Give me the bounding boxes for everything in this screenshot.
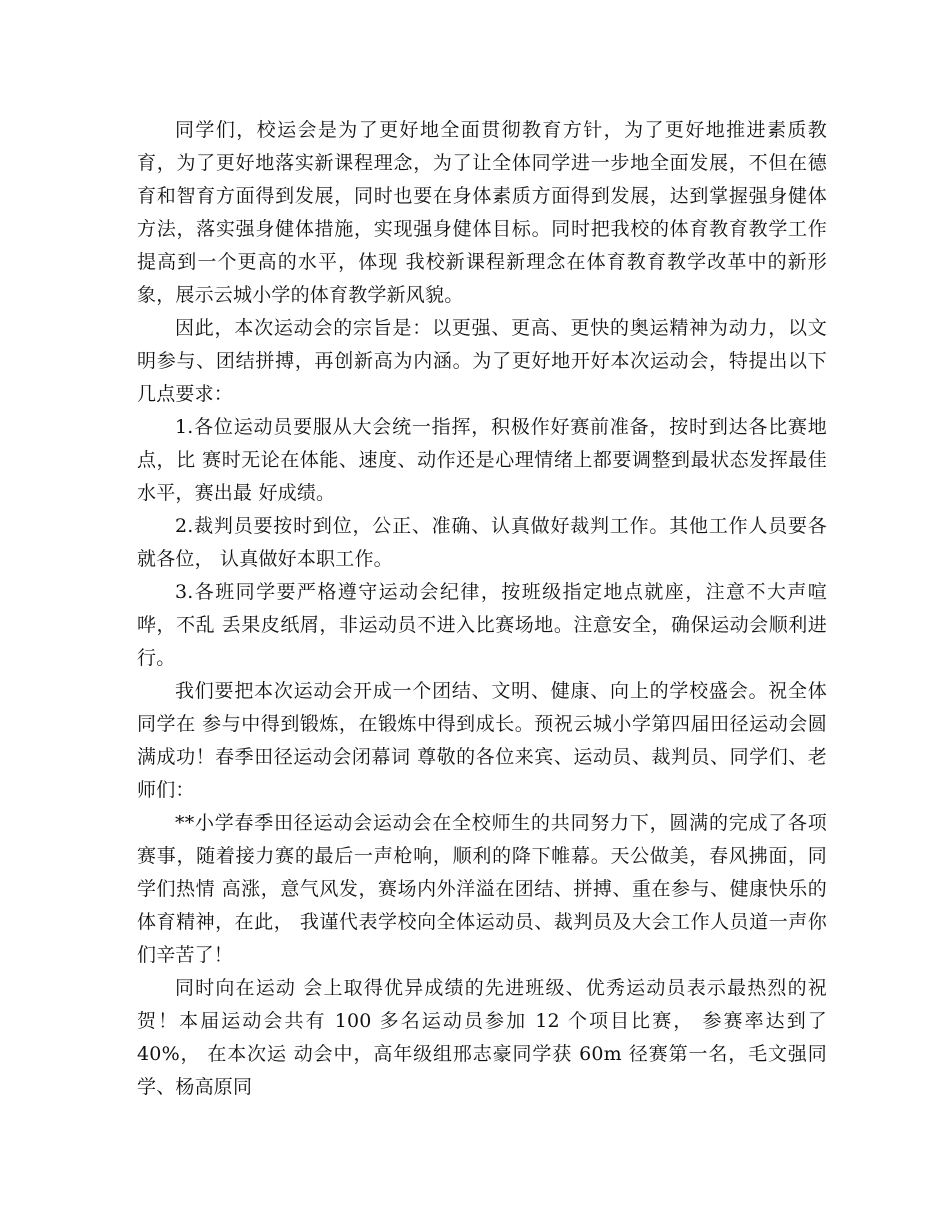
paragraph-requirement-1: 1.各位运动员要服从大会统一指挥，积极作好赛前准备，按时到达各比赛地点，比 赛时无论在体能、速度、动作还是心理情绪上都要调整到最状态发挥最佳水平，赛出最 好成绩。: [137, 416, 827, 504]
paragraph-requirement-2: 2.裁判员要按时到位，公正、准确、认真做好裁判工作。其他工作人员要各就各位， 认真做好本职工作。: [137, 515, 827, 570]
paragraph-intro: 同学们，校运会是为了更好地全面贯彻教育方针，为了更好地推进素质教育，为了更好地落实新课程理念，为了让全体同学进一步地全面发展，不但在德育和智育方面得到发展，同时也要在身体素质方面得到发展，达到掌握强身健体方法，落实强身健体措施，实现强身健体目标。同时把我校的体育教育教学工作提高到一个更高的水平，体现 我校新课程新理念在体育教育教学改革中的新形象，展示云城小学的体育教学新风貌。: [137, 119, 827, 306]
paragraph-wishes: 我们要把本次运动会开成一个团结、文明、健康、向上的学校盛会。祝全体同学在 参与中得到锻炼，在锻炼中得到成长。预祝云城小学第四届田径运动会圆满成功！春季田径运动会闭幕词 尊敬的各位来宾、运动员、裁判员、同学们、老师们：: [137, 680, 827, 801]
paragraph-results: 同时向在运动 会上取得优异成绩的先进班级、优秀运动员表示最热烈的祝贺！本届运动会共有 100 多名运动员参加 12 个项目比赛， 参赛率达到了 40%， 在本次运 动会中，高年级组邢志豪同学获 60m 径赛第一名，毛文强同学、杨高原同: [137, 977, 827, 1098]
document-body: [137, 114, 827, 1104]
paragraph-purpose: 因此，本次运动会的宗旨是：以更强、更高、更快的奥运精神为动力，以文明参与、团结拼搏，再创新高为内涵。为了更好地开好本次运动会，特提出以下几点要求：: [137, 317, 827, 405]
paragraph-requirement-3: 3.各班同学要严格遵守运动会纪律，按班级指定地点就座，注意不大声喧哗，不乱 丢果皮纸屑，非运动员不进入比赛场地。注意安全，确保运动会顺利进行。: [137, 581, 827, 669]
paragraph-closing-speech: **小学春季田径运动会运动会在全校师生的共同努力下，圆满的完成了各项赛事，随着接力赛的最后一声枪响，顺利的降下帷幕。天公做美，春风拂面，同学们热情 高涨，意气风发，赛场内外洋溢在团结、拼搏、重在参与、健康快乐的体育精神，在此， 我谨代表学校向全体运动员、裁判员及大会工作人员道一声你们辛苦了！: [137, 812, 827, 966]
